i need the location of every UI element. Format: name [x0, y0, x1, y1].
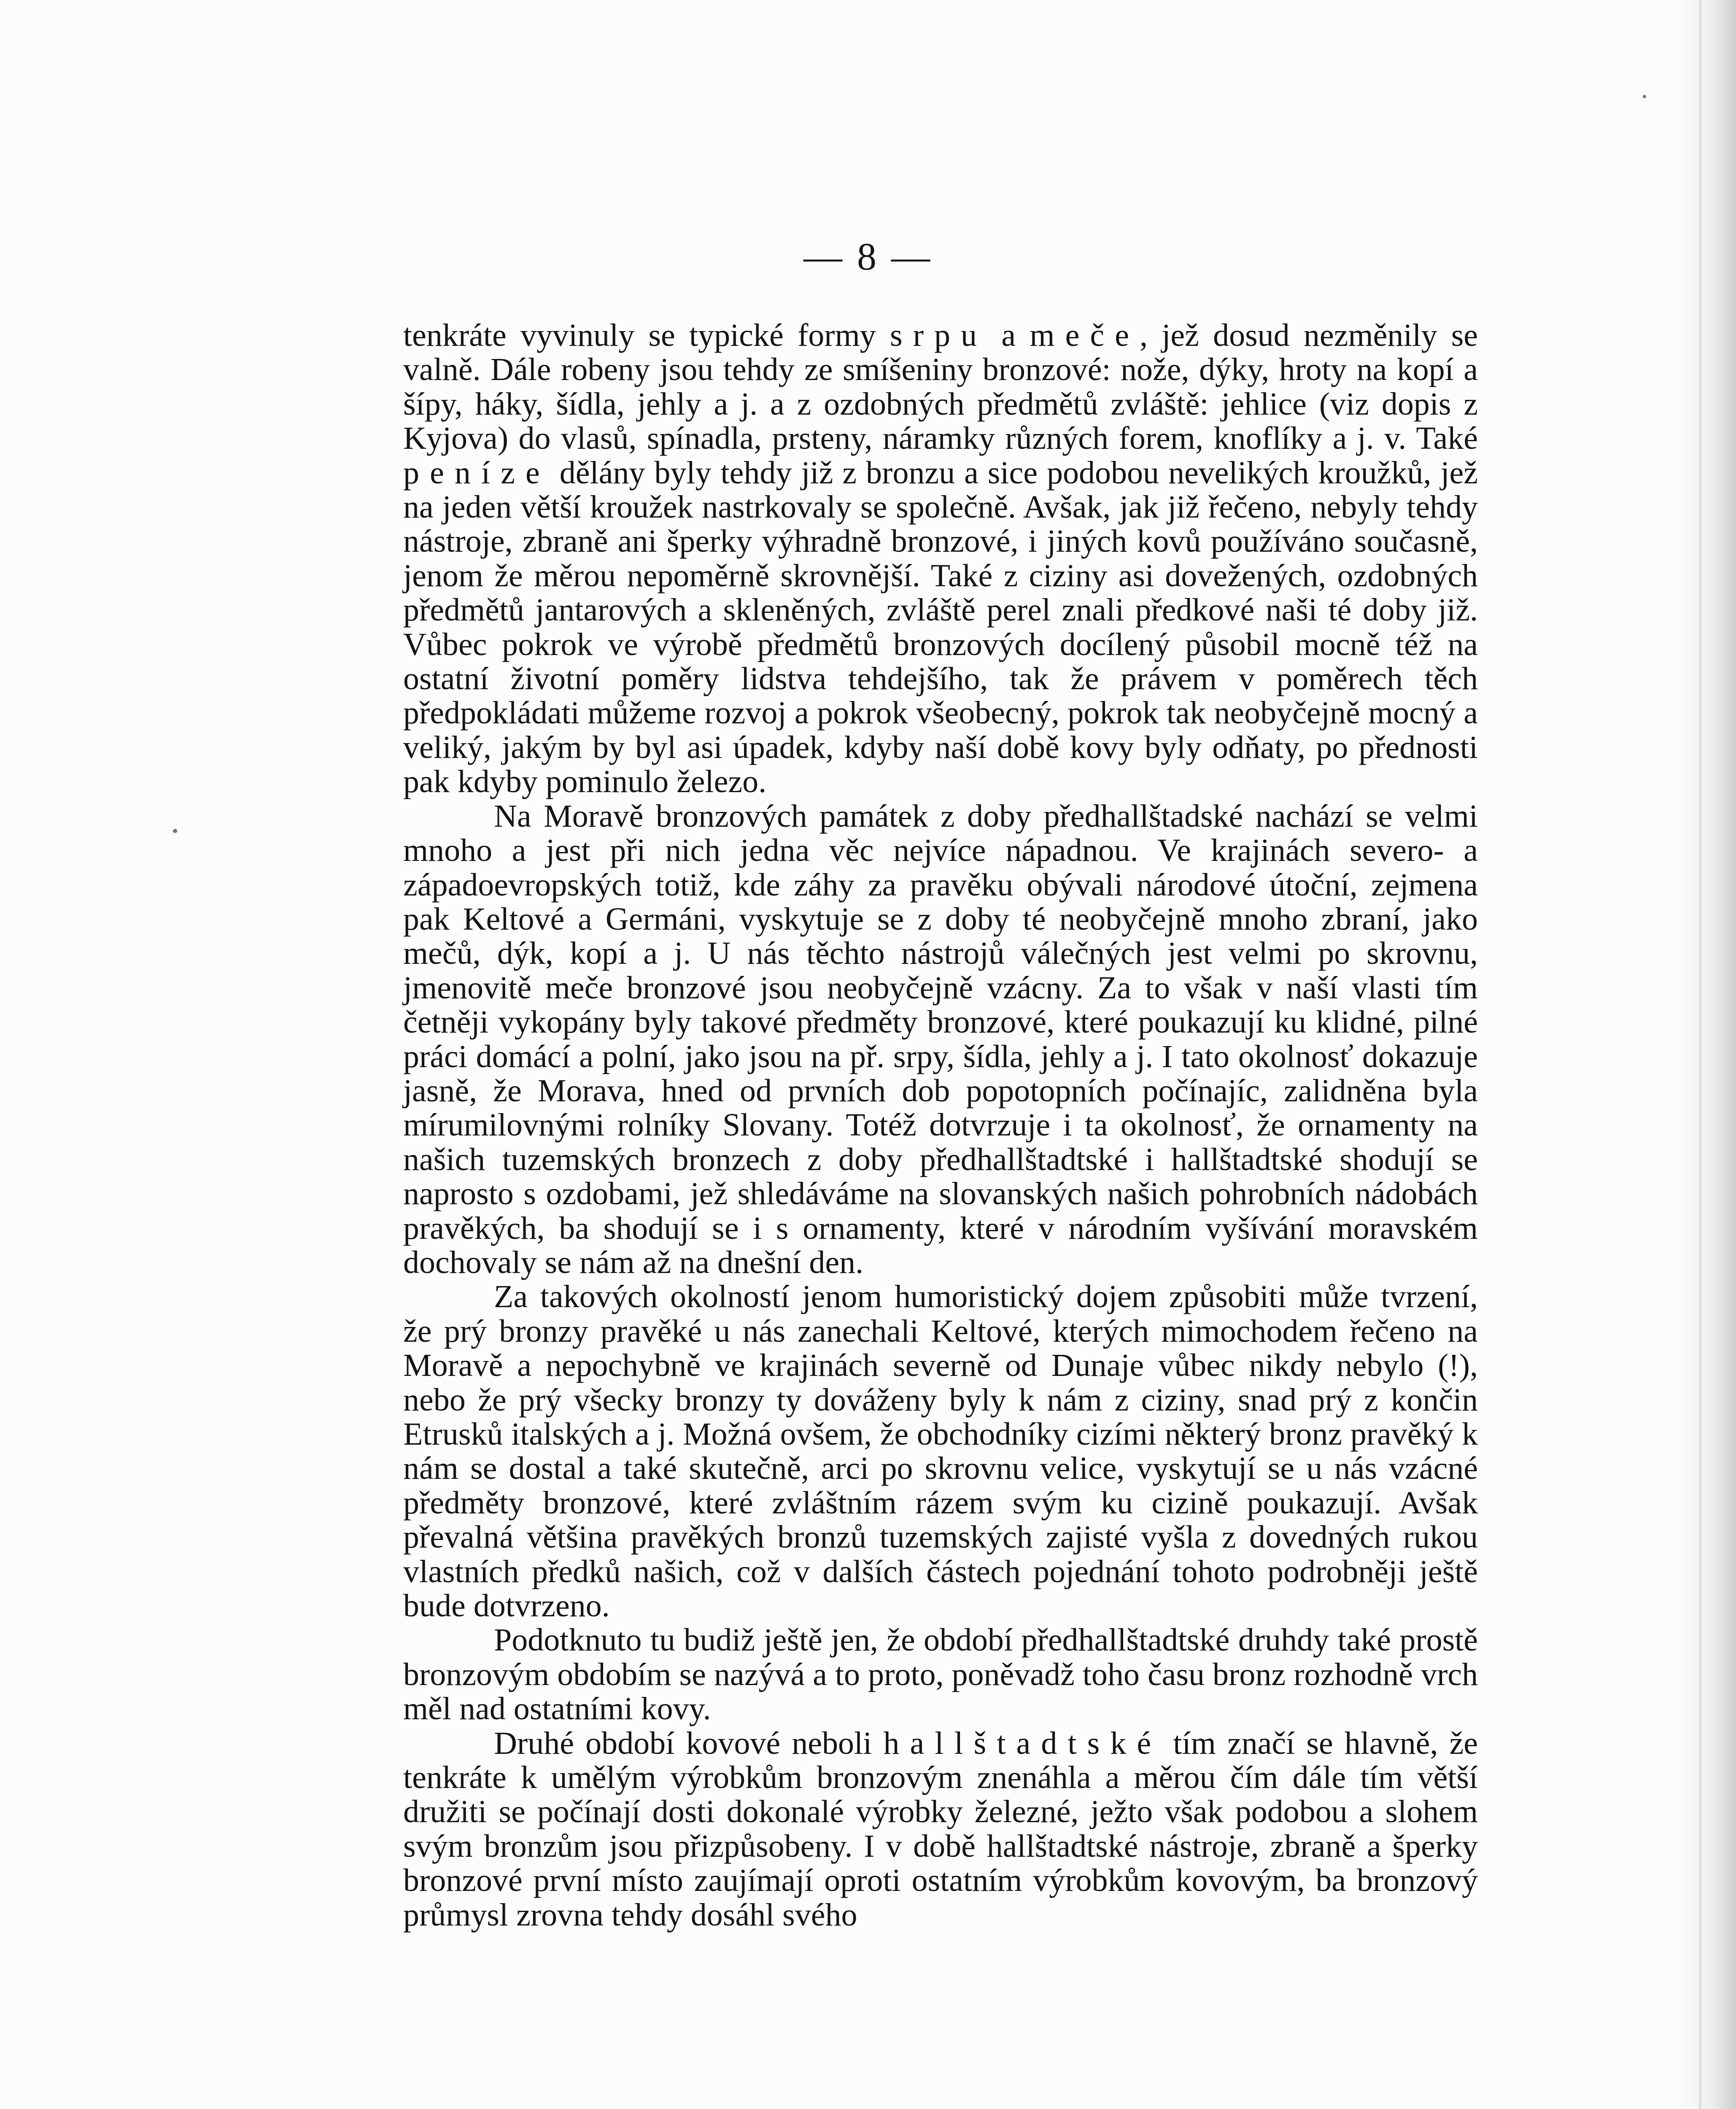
- paragraph: [403, 1280, 1478, 1623]
- spaced-term: srpu: [890, 318, 988, 353]
- paragraph: [403, 1623, 1478, 1726]
- spaced-term: peníze: [403, 455, 550, 491]
- paragraph: [403, 1726, 1478, 1932]
- print-speck: [1643, 95, 1646, 98]
- text-run: tím značí se hlavně, že tenkráte k umělým výrobkům bronzovým znenáhla a měrou čím dále tím větší družiti se počínají dosti dokonalé výrobky železné, ježto však podobou a slohem svým bronzům jsou přizpůsobeny. I v době hallštadtské nástroje, zbraně a šperky bronzové první místo zaujímají oproti ostatním výrobkům kovovým, ba bronzový průmysl zrovna tehdy dosáhl svého: [403, 1725, 1478, 1933]
- paragraph: [403, 318, 1478, 799]
- main-text: [403, 318, 1478, 1932]
- print-speck: [173, 829, 177, 833]
- text-run: tenkráte vyvinuly se typické formy: [403, 318, 890, 353]
- text-run: , jež dosud nezměnily se valně. Dále robeny jsou tehdy ze smíšeniny bronzové: nože, dýky, hroty na kopí a šípy, háky, šídla, jehly a j. a z ozdobných předmětů zvláště: jehlice (viz dopis z Kyjova) do vlasů, spínadla, prsteny, náramky různých forem, knoflíky a j. v. Také: [403, 318, 1478, 456]
- spaced-term: hallštadtské: [883, 1725, 1162, 1761]
- text-run: Podotknuto tu budiž ještě jen, že období předhallštadtské druhdy také prostě bronzovým obdobím se nazývá a to proto, poněvadž toho času bronz rozhodně vrch měl nad ostatními kovy.: [403, 1622, 1478, 1727]
- text-run: a: [987, 318, 1030, 353]
- paragraph: [403, 799, 1478, 1280]
- page-edge-shadow: [1677, 0, 1736, 2109]
- page-edge-line: [1699, 0, 1701, 2109]
- page-number: — 8 —: [803, 235, 933, 278]
- text-run: Za takových okolností jenom humoristický dojem způsobiti může tvrzení, že prý bronzy pravěké u nás zanechali Keltové, kterých mimochodem řečeno na Moravě a nepochybně ve krajinách severně od Dunaje vůbec nikdy nebylo (!), nebo že prý všecky bronzy ty dováženy byly k nám z ciziny, snad prý z končin Etrusků italských a j. Možná ovšem, že obchodníky cizími některý bronz pravěký k nám se dostal a také skutečně, arci po skrovnu velice, vyskytují se u nás vzácné předměty bronzové, které zvláštním rázem svým ku cizině poukazují. Avšak převalná většina pravěkých bronzů tuzemských zajisté vyšla z dovedných rukou vlastních předků našich, což v dalších částech pojednání tohoto podrobněji ještě bude dotvrzeno.: [403, 1279, 1478, 1624]
- text-run: dělány byly tehdy již z bronzu a sice podobou nevelikých kroužků, jež na jeden větší kroužek nastrkovaly se společně. Avšak, jak již řečeno, nebyly tehdy nástroje, zbraně ani šperky výhradně bronzové, i jiných kovů používáno současně, jenom že měrou nepoměrně skrovnější. Také z ciziny asi dovežených, ozdobných předmětů jantarových a skleněných, zvláště perel znali předkové naši té doby již. Vůbec pokrok ve výrobě předmětů bronzových docílený působil mocně též na ostatní životní poměry lidstva tehdejšího, tak že právem v poměrech těch předpokládati můžeme rozvoj a pokrok všeobecný, pokrok tak neobyčejně mocný a veliký, jakým by byl asi úpadek, kdyby naší době kovy byly odňaty, po přednosti pak kdyby pominulo železo.: [403, 455, 1478, 800]
- spaced-term: meče: [1030, 318, 1140, 353]
- text-run: Druhé období kovové neboli: [494, 1725, 884, 1761]
- text-run: Na Moravě bronzových památek z doby předhallštadské nachází se velmi mnoho a jest při nich jedna věc nejvíce nápadnou. Ve krajinách severo- a západoevropských totiž, kde záhy za pravěku obývali národové útoční, zejmena pak Keltové a Germáni, vyskytuje se z doby té neobyčejně mnoho zbraní, jako mečů, dýk, kopí a j. U nás těchto nástrojů válečných jest velmi po skrovnu, jmenovitě meče bronzové jsou neobyčejně vzácny. Za to však v naší vlasti tím četněji vykopány byly takové předměty bronzové, které poukazují ku klidné, pilné práci domácí a polní, jako jsou na př. srpy, šídla, jehly a j. I tato okolnosť dokazuje jasně, že Morava, hned od prvních dob popotopních počínajíc, zalidněna byla mírumilovnými rolníky Slovany. Totéž dotvrzuje i ta okolnosť, že ornamenty na našich tuzemských bronzech z doby předhallštadtské i hallštadtské shodují se naprosto s ozdobami, jež shledáváme na slovanských našich pohrobních nádobách pravěkých, ba shodují se i s ornamenty, které v národním vyšívání moravském dochovaly se nám až na dnešní den.: [403, 798, 1478, 1280]
